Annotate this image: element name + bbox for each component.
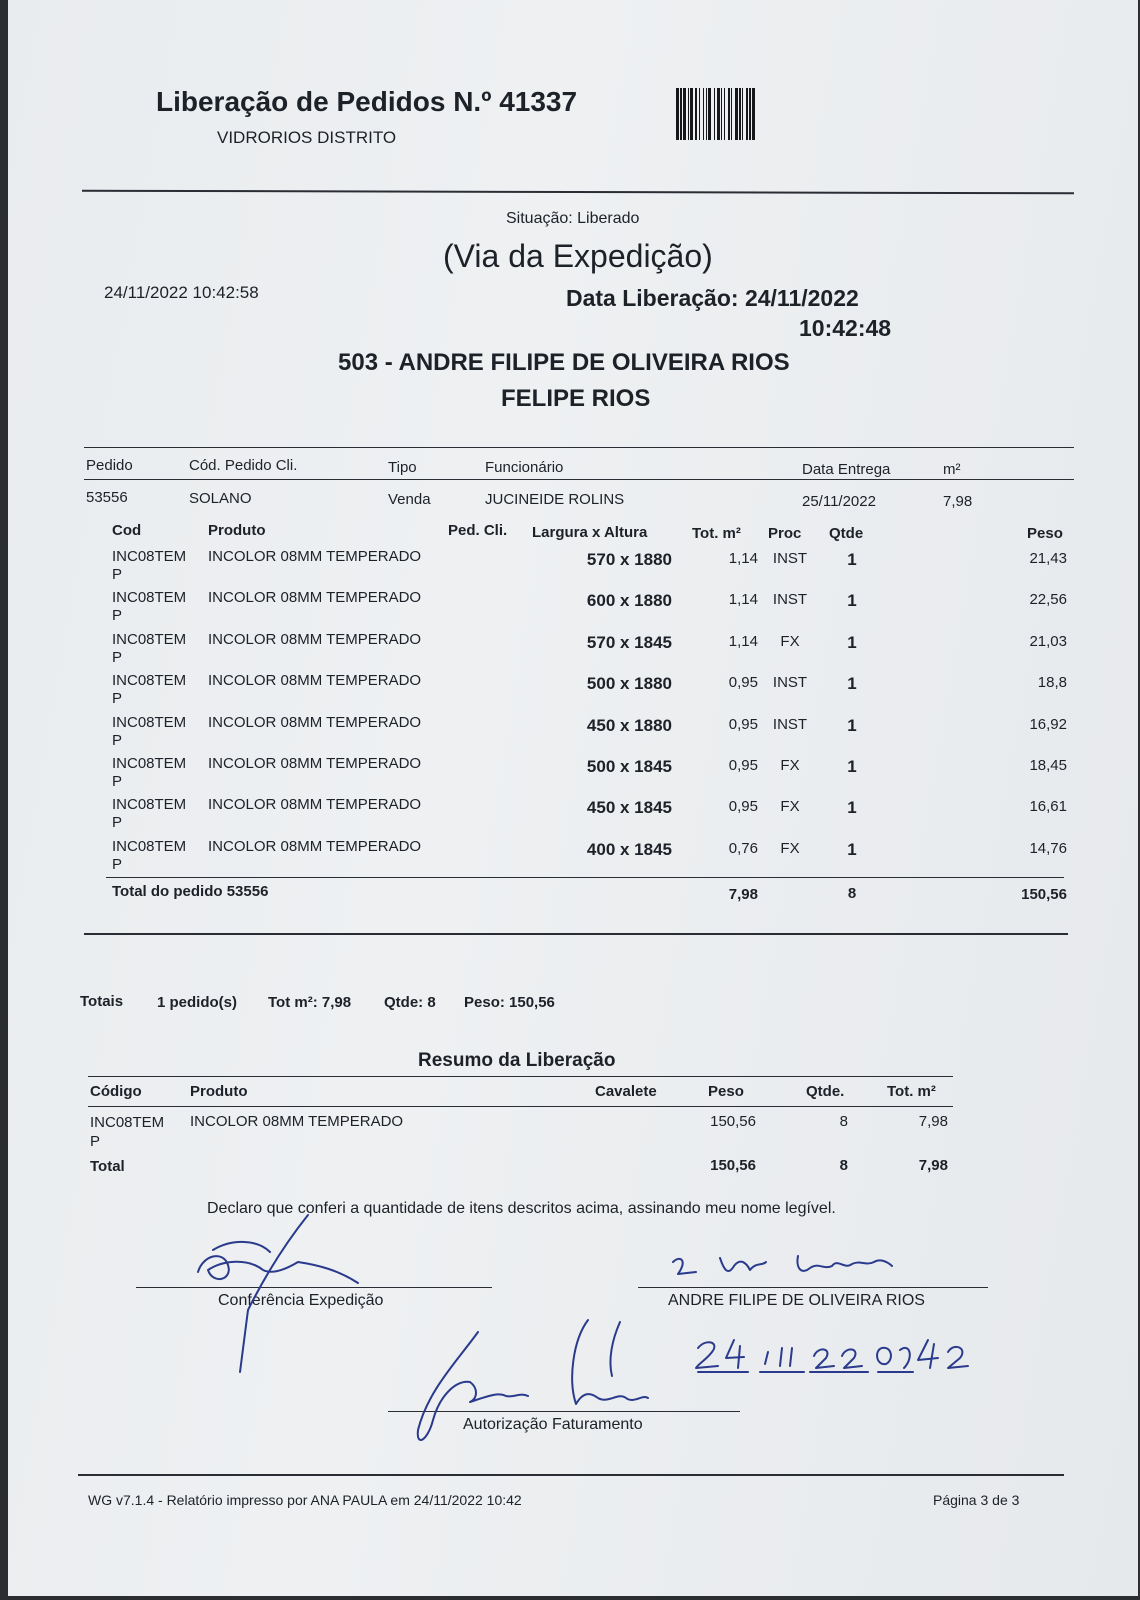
item-proc: INST [772, 591, 808, 609]
summary-row-peso: 150,56 [710, 1113, 756, 1130]
summary-row-produto: INCOLOR 08MM TEMPERADO [190, 1113, 404, 1130]
item-peso: 14,76 [1029, 839, 1067, 857]
item-qtde: 1 [847, 591, 857, 611]
item-tot-m2: 0,76 [728, 839, 758, 857]
item-dimensions: 500 x 1880 [586, 674, 672, 694]
item-dimensions: 600 x 1880 [586, 591, 672, 611]
item-produto: INCOLOR 08MM TEMPERADO [208, 672, 422, 690]
item-produto: INCOLOR 08MM TEMPERADO [208, 796, 422, 814]
item-tot-m2: 1,14 [728, 550, 758, 567]
delivery-date: 25/11/2022 [802, 493, 876, 510]
item-cod: INC08TEM P [112, 837, 187, 873]
totals-peso: Peso: 150,56 [464, 994, 555, 1011]
col-tipo: Tipo [388, 459, 417, 476]
item-proc: FX [780, 839, 800, 857]
item-peso: 18,45 [1029, 757, 1067, 774]
item-peso: 21,03 [1029, 632, 1067, 650]
summary-col-codigo: Código [90, 1083, 142, 1100]
item-tot-m2: 1,14 [728, 632, 758, 650]
col-qtde: Qtde [829, 525, 864, 542]
item-tot-m2: 1,14 [728, 591, 758, 609]
summary-total-peso: 150,56 [710, 1157, 756, 1174]
col-m2: m² [943, 461, 961, 478]
col-produto: Produto [208, 522, 266, 539]
totals-m2: Tot m²: 7,98 [268, 994, 352, 1011]
totals-orders: 1 pedido(s) [157, 994, 238, 1011]
company-name: VIDRORIOS DISTRITO [217, 128, 397, 147]
order-type: Venda [388, 491, 431, 508]
col-tot-m2: Tot. m² [692, 525, 741, 542]
col-ped-cli: Ped. Cli. [448, 522, 508, 539]
item-produto: INCOLOR 08MM TEMPERADO [208, 713, 422, 731]
item-peso: 21,43 [1029, 550, 1067, 567]
summary-total-tot: 7,98 [918, 1157, 948, 1174]
order-number: 53556 [86, 489, 128, 506]
client-order-code: SOLANO [189, 490, 252, 507]
summary-title: Resumo da Liberação [418, 1050, 616, 1071]
col-cod: Cod [112, 522, 142, 539]
item-tot-m2: 0,95 [728, 798, 758, 816]
col-proc: Proc [768, 525, 802, 542]
summary-col-peso: Peso [708, 1083, 744, 1100]
item-dimensions: 570 x 1880 [586, 550, 672, 569]
customer-name: 503 - ANDRE FILIPE DE OLIVEIRA RIOS [338, 349, 790, 376]
item-cod: INC08TEM P [112, 630, 187, 666]
item-qtde: 1 [847, 757, 857, 776]
item-produto: INCOLOR 08MM TEMPERADO [208, 548, 422, 565]
employee-name: JUCINEIDE ROLINS [485, 491, 625, 508]
summary-row-qtde: 8 [839, 1113, 848, 1130]
declaration-text: Declaro que conferi a quantidade de itens descritos acima, assinando meu nome legível. [207, 1200, 836, 1217]
item-cod: INC08TEM P [112, 548, 187, 583]
item-dimensions: 400 x 1845 [586, 839, 672, 859]
item-peso: 16,61 [1029, 798, 1067, 816]
item-dimensions: 570 x 1845 [586, 632, 672, 652]
item-produto: INCOLOR 08MM TEMPERADO [208, 837, 422, 855]
item-tot-m2: 0,95 [728, 674, 758, 692]
item-proc: FX [780, 632, 800, 650]
signature-customer [673, 1256, 892, 1274]
col-largura-altura: Largura x Altura [532, 524, 648, 541]
footer-page-number: Página 3 de 3 [933, 1492, 1020, 1508]
signature-autorizacao [418, 1320, 648, 1440]
divider [78, 1474, 1064, 1476]
item-qtde: 1 [847, 839, 857, 859]
handwritten-date [696, 1340, 968, 1372]
order-total-m2: 7,98 [728, 886, 758, 903]
release-date: Data Liberação: 24/11/2022 [566, 285, 859, 311]
summary-col-cavalete: Cavalete [595, 1083, 657, 1100]
item-qtde: 1 [847, 550, 857, 569]
totals-label: Totais [80, 993, 124, 1010]
item-cod: INC08TEM P [112, 796, 187, 832]
item-cod: INC08TEM P [112, 672, 187, 708]
item-proc: FX [780, 798, 800, 816]
summary-row-tot: 7,98 [918, 1113, 948, 1130]
item-tot-m2: 0,95 [728, 757, 758, 774]
item-proc: INST [772, 550, 808, 567]
customer-short-name: FELIPE RIOS [501, 385, 651, 412]
summary-total-label: Total [90, 1158, 125, 1175]
item-proc: FX [780, 757, 800, 774]
item-proc: INST [772, 674, 808, 692]
item-peso: 16,92 [1029, 715, 1067, 733]
item-qtde: 1 [847, 798, 857, 818]
customer-signature-label: ANDRE FILIPE DE OLIVEIRA RIOS [668, 1292, 925, 1309]
summary-col-tot-m2: Tot. m² [887, 1083, 936, 1100]
item-cod: INC08TEM P [112, 589, 187, 625]
handwritten-signatures [8, 0, 1138, 1596]
item-peso: 18,8 [1037, 674, 1067, 692]
item-produto: INCOLOR 08MM TEMPERADO [208, 630, 422, 648]
item-qtde: 1 [847, 674, 857, 694]
autorizacao-label: Autorização Faturamento [463, 1416, 643, 1433]
order-total-label: Total do pedido 53556 [112, 883, 269, 900]
item-produto: INCOLOR 08MM TEMPERADO [208, 755, 422, 772]
footer-printed-by: WG v7.1.4 - Relatório impresso por ANA PAULA em 24/11/2022 10:42 [88, 1492, 522, 1508]
col-pedido: Pedido [86, 457, 133, 474]
item-cod: INC08TEM P [112, 713, 187, 749]
print-timestamp: 24/11/2022 10:42:58 [104, 283, 259, 302]
document-title: Liberação de Pedidos N.º 41337 [156, 86, 578, 117]
totals-qtde: Qtde: 8 [384, 994, 436, 1011]
col-data-entrega: Data Entrega [802, 461, 891, 478]
order-total-qtde: 8 [847, 885, 857, 902]
item-tot-m2: 0,95 [728, 715, 758, 733]
conferencia-label: Conferência Expedição [218, 1292, 384, 1309]
summary-col-qtde: Qtde. [806, 1083, 845, 1100]
document-sheet [8, 0, 1138, 1596]
col-peso: Peso [1027, 525, 1063, 542]
item-dimensions: 450 x 1880 [586, 715, 672, 735]
item-cod: INC08TEM P [112, 755, 187, 790]
col-cod-pedido-cli: Cód. Pedido Cli. [189, 457, 298, 474]
col-funcionario: Funcionário [485, 459, 564, 476]
order-m2: 7,98 [943, 493, 973, 510]
summary-row-codigo: INC08TEM P [90, 1114, 165, 1150]
item-peso: 22,56 [1029, 591, 1067, 609]
release-time: 10:42:48 [799, 315, 892, 341]
item-qtde: 1 [847, 715, 857, 735]
summary-col-produto: Produto [190, 1083, 248, 1100]
item-proc: INST [772, 715, 808, 733]
status-text: Situação: Liberado [506, 210, 640, 227]
item-qtde: 1 [847, 632, 857, 652]
item-dimensions: 500 x 1845 [586, 757, 672, 776]
summary-total-qtde: 8 [839, 1157, 848, 1174]
order-total-peso: 150,56 [1021, 886, 1067, 903]
copy-type: (Via da Expedição) [443, 238, 713, 274]
signature-conferencia [198, 1215, 358, 1372]
item-dimensions: 450 x 1845 [586, 798, 672, 818]
item-produto: INCOLOR 08MM TEMPERADO [208, 589, 422, 607]
